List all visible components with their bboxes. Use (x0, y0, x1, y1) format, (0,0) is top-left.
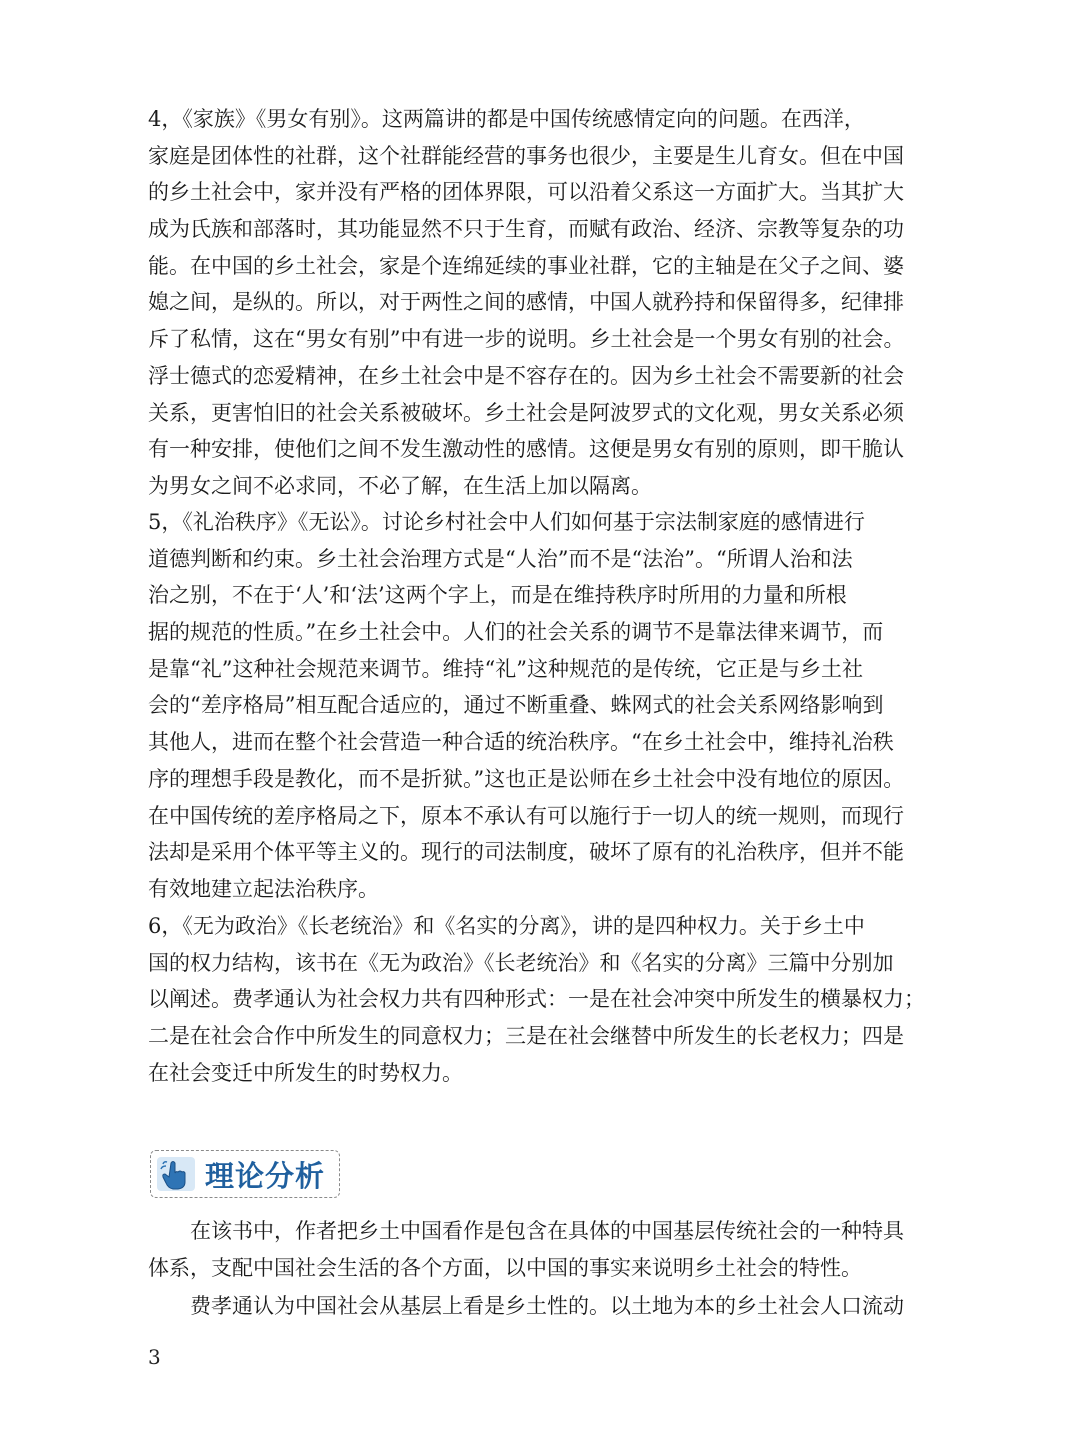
text-line: 浮士德式的恋爱精神，在乡土社会中是不容存在的。因为乡土社会不需要新的社会 (148, 363, 904, 388)
text-line: 会的“差序格局”相互配合适应的，通过不断重叠、蛛网式的社会关系网络影响到 (148, 693, 884, 718)
section-5-paragraph (148, 504, 940, 908)
text-line: 体系，支配中国社会生活的各个方面，以中国的事实来说明乡土社会的特性。 (148, 1255, 862, 1280)
analysis-paragraph-1 (148, 1213, 940, 1286)
text-line: 二是在社会合作中所发生的同意权力；三是在社会继替中所发生的长老权力；四是 (148, 1024, 904, 1049)
analysis-paragraph-2 (148, 1288, 940, 1325)
text-line: 有一种安排，使他们之间不发生激动性的感情。这便是男女有别的原则，即干脆认 (148, 437, 904, 462)
text-line: 媳之间，是纵的。所以，对于两性之间的感情，中国人就矜持和保留得多，纪律排 (148, 290, 904, 315)
text-line: 关系，更害怕旧的社会关系被破坏。乡土社会是阿波罗式的文化观，男女关系必须 (148, 400, 904, 425)
text-line: 是靠“礼”这种社会规范来调节。维持“礼”这种规范的是传统，它正是与乡土社 (148, 656, 863, 681)
text-line: 有效地建立起法治秩序。 (148, 876, 379, 901)
section-6-paragraph (148, 908, 940, 1091)
text-line: 治之别，不在于‘人’和‘法’这两个字上，而是在维持秩序时所用的力量和所根 (148, 583, 847, 608)
text-line: 的乡土社会中，家并没有严格的团体界限，可以沿着父系这一方面扩大。当其扩大 (148, 180, 904, 205)
text-line: 在该书中，作者把乡土中国看作是包含在具体的中国基层传统社会的一种特具 (190, 1219, 904, 1243)
text-line: 5，《礼治秩序》《无讼》。讨论乡村社会中人们如何基于宗法制家庭的感情进行 (148, 510, 865, 534)
text-line: 法却是采用个体平等主义的。现行的司法制度，破坏了原有的礼治秩序，但并不能 (148, 840, 904, 865)
text-line: 据的规范的性质。”在乡土社会中。人们的社会关系的调节不是靠法律来调节，而 (148, 620, 884, 645)
text-line: 斥了私情，这在“男女有别”中有进一步的说明。乡土社会是一个男女有别的社会。 (148, 327, 905, 352)
text-line: 在社会变迁中所发生的时势权力。 (148, 1060, 463, 1085)
text-line: 国的权力结构，该书在《无为政治》《长老统治》和《名实的分离》三篇中分别加 (148, 950, 894, 975)
pointing-hand-icon (155, 1153, 197, 1195)
text-line: 成为氏族和部落时，其功能显然不只于生育，而赋有政治、经济、宗教等复杂的功 (148, 217, 904, 242)
text-line: 为男女之间不必求同，不必了解，在生活上加以隔离。 (148, 473, 652, 498)
text-line: 6，《无为政治》《长老统治》和《名实的分离》，讲的是四种权力。关于乡土中 (148, 914, 865, 938)
text-line: 能。在中国的乡土社会，家是个连绵延续的事业社群，它的主轴是在父子之间、婆 (148, 253, 904, 278)
text-line: 家庭是团体性的社群，这个社群能经营的事务也很少，主要是生儿育女。但在中国 (148, 143, 904, 168)
page-number: 3 (148, 1345, 161, 1369)
section-heading: 理论分析 (205, 1158, 326, 1193)
text-line: 4，《家族》《男女有别》。这两篇讲的都是中国传统感情定向的问题。在西洋， (148, 107, 865, 131)
text-line: 费孝通认为中国社会从基层上看是乡土性的。以土地为本的乡土社会人口流动 (190, 1294, 904, 1318)
text-line: 道德判断和约束。乡土社会治理方式是“人治”而不是“法治”。“所谓人治和法 (148, 546, 853, 571)
section-4-paragraph (148, 101, 940, 505)
section-heading-box (150, 1150, 340, 1198)
text-line: 在中国传统的差序格局之下，原本不承认有可以施行于一切人的统一规则，而现行 (148, 803, 904, 828)
text-line: 以阐述。费孝通认为社会权力共有四种形式：一是在社会冲突中所发生的横暴权力； (148, 987, 925, 1012)
text-line: 序的理想手段是教化，而不是折狱。”这也正是讼师在乡土社会中没有地位的原因。 (148, 766, 905, 791)
text-line: 其他人，进而在整个社会营造一种合适的统治秩序。“在乡土社会中，维持礼治秩 (148, 730, 894, 755)
